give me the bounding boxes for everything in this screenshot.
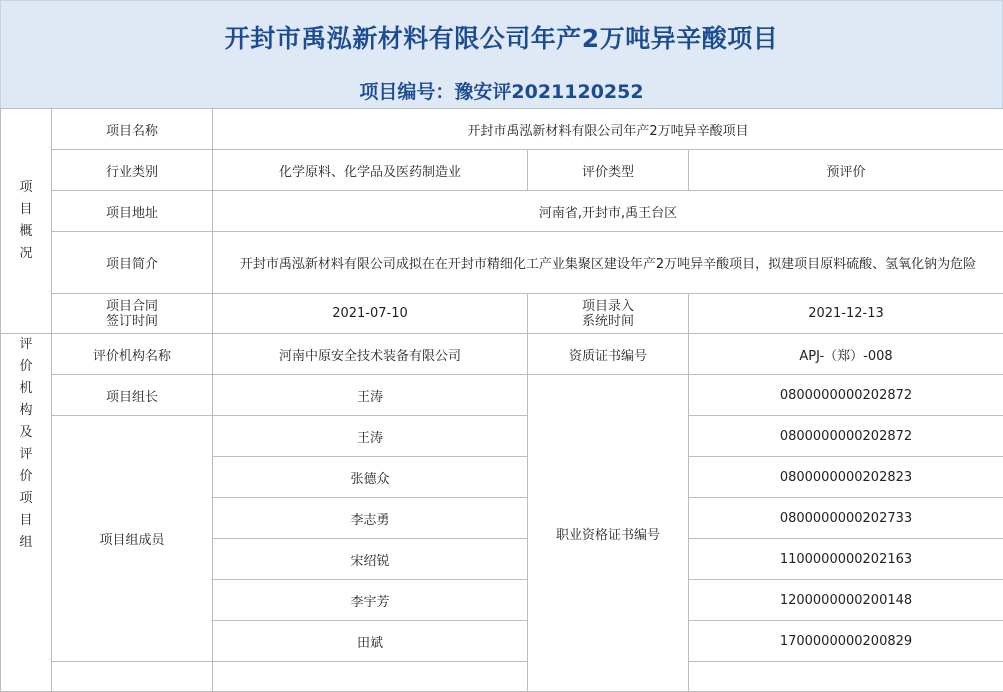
page-title: 开封市禹泓新材料有限公司年产2万吨异辛酸项目 <box>1 19 1002 55</box>
industry-value: 化学原料、化学品及医药制造业 <box>213 150 528 191</box>
members-label: 项目组成员 <box>52 416 213 662</box>
table-row <box>1 416 1003 457</box>
intro-value: 开封市禹泓新材料有限公司成拟在在开封市精细化工产业集聚区建设年产2万吨异辛酸项目，拟建项目原料硫酸、氢氧化钠为危险 <box>213 232 1003 294</box>
member-cert: 1200000000200148 <box>689 580 1003 621</box>
table-row-partial <box>1 662 1003 692</box>
address-value: 河南省,开封市,禹王台区 <box>213 191 1003 232</box>
row-intro <box>1 232 1003 294</box>
eval-type-value: 预评价 <box>689 150 1003 191</box>
member-cert: 0800000000202733 <box>689 498 1003 539</box>
member-name: 王涛 <box>213 416 528 457</box>
project-number: 项目编号：豫安评2021120252 <box>1 77 1002 104</box>
address-label: 项目地址 <box>52 191 213 232</box>
project-name-value: 开封市禹泓新材料有限公司年产2万吨异辛酸项目 <box>213 109 1003 150</box>
project-info-table <box>0 108 1003 692</box>
qualification-label: 职业资格证书编号 <box>528 375 689 692</box>
member-name: 宋绍锐 <box>213 539 528 580</box>
row-org <box>1 334 1003 375</box>
project-name-label: 项目名称 <box>52 109 213 150</box>
industry-label: 行业类别 <box>52 150 213 191</box>
section-overview-label: 项 目 概 况 <box>1 109 52 334</box>
row-industry <box>1 150 1003 191</box>
intro-label: 项目简介 <box>52 232 213 294</box>
contract-date-value: 2021-07-10 <box>213 294 528 334</box>
leader-cert: 0800000000202872 <box>689 375 1003 416</box>
row-dates <box>1 294 1003 334</box>
leader-label: 项目组长 <box>52 375 213 416</box>
org-name-value: 河南中原安全技术装备有限公司 <box>213 334 528 375</box>
entry-date-label: 项目录入 系统时间 <box>528 294 689 334</box>
member-cert: 0800000000202823 <box>689 457 1003 498</box>
member-cert: 1700000000200829 <box>689 621 1003 662</box>
empty-cell <box>52 662 213 692</box>
eval-type-label: 评价类型 <box>528 150 689 191</box>
member-cert: 1100000000202163 <box>689 539 1003 580</box>
empty-cell <box>213 662 528 692</box>
member-name: 田斌 <box>213 621 528 662</box>
cert-number-value: APJ-（郑）-008 <box>689 334 1003 375</box>
empty-cell <box>689 662 1003 692</box>
cert-number-label: 资质证书编号 <box>528 334 689 375</box>
org-name-label: 评价机构名称 <box>52 334 213 375</box>
row-address <box>1 191 1003 232</box>
member-name: 张德众 <box>213 457 528 498</box>
member-cert: 0800000000202872 <box>689 416 1003 457</box>
member-name: 李宇芳 <box>213 580 528 621</box>
member-name: 李志勇 <box>213 498 528 539</box>
entry-date-value: 2021-12-13 <box>689 294 1003 334</box>
contract-date-label: 项目合同 签订时间 <box>52 294 213 334</box>
row-project-name <box>1 109 1003 150</box>
row-leader <box>1 375 1003 416</box>
section-org-label: 评 价 机 构 及 评 价 项 目 组 <box>1 334 52 692</box>
page-header <box>0 0 1003 109</box>
leader-name: 王涛 <box>213 375 528 416</box>
